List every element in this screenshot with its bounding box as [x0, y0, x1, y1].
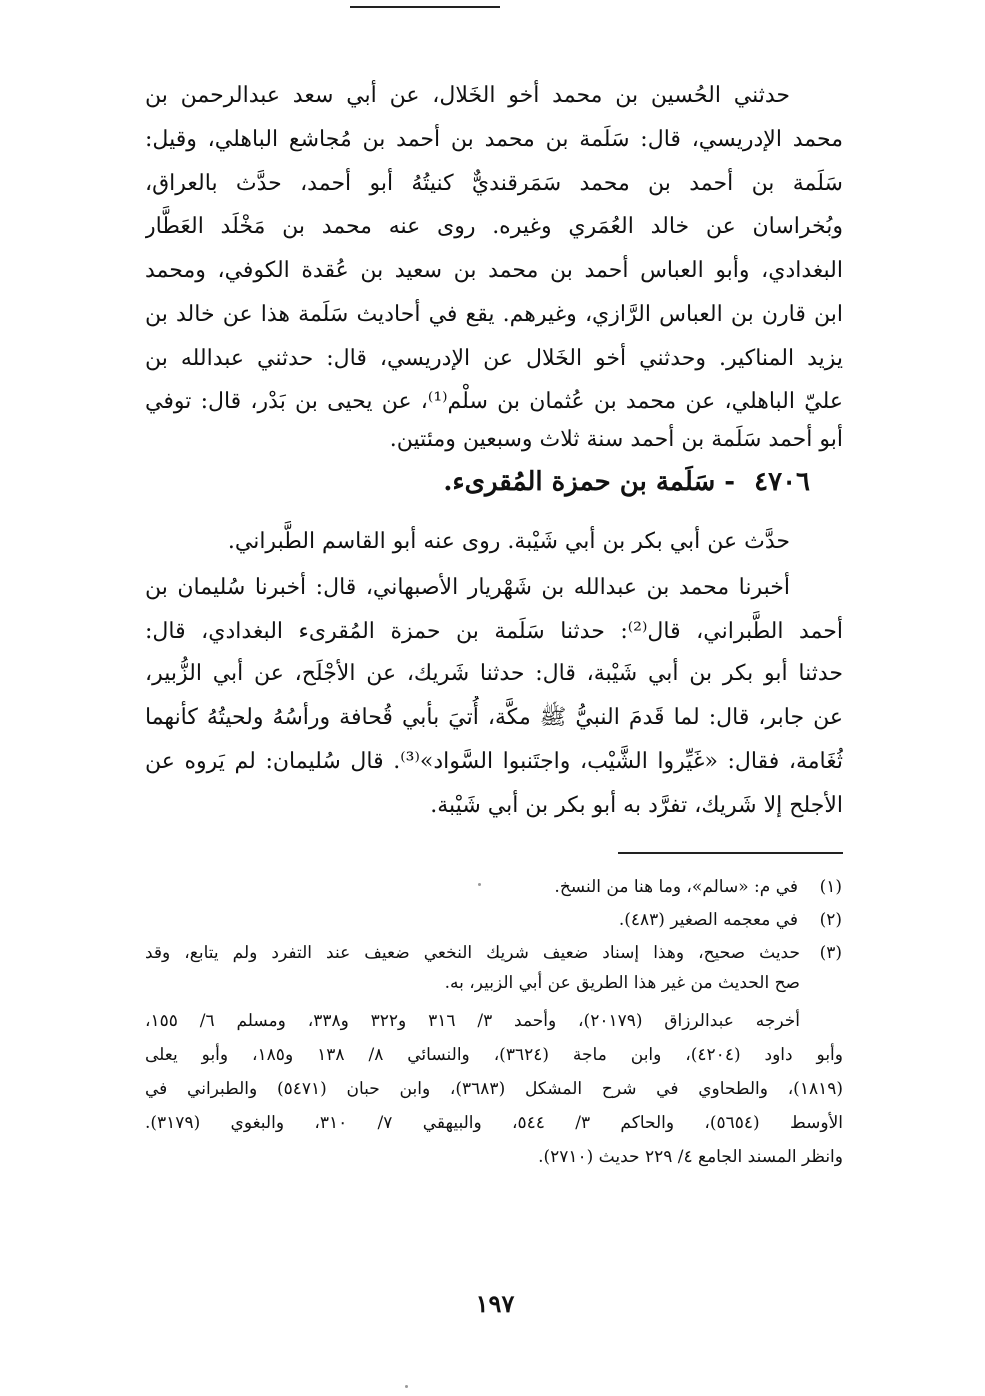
text-line: الأجلح إلا شَريك، تفرَّد به أبو بكر بن أبي شَيْبة.	[430, 793, 843, 818]
text-line: حدَّث عن أبي بكر بن أبي شَيْبة. روى عنه أبو القاسم الطَّبراني.	[227, 529, 790, 554]
footnote-2	[282, 905, 842, 935]
text-line: ثُغَامة، فقال: «غَيِّروا الشَّيْب، واجتَنبوا السَّواد»⁽³⁾. قال سُليمان: لم يَروه عن	[145, 749, 843, 774]
text-line: البغدادي، وأبو العباس أحمد بن محمد بن سعيد بن عُقدة الكوفي، ومحمد	[145, 258, 843, 283]
text-line: عليّ الباهلي، عن محمد بن عُثمان بن سلْم⁽¹⁾، عن يحيى بن بَدْر، قال: توفي	[145, 389, 843, 414]
footnote-3-source-line: وانظر المسند الجامع ٤/ ٢٢٩ حديث (٢٧١٠).	[538, 1147, 843, 1167]
text-line: ابن قارن بن العباس الرَّازي، وغيرهم. يقع في أحاديث سَلَمة هذا عن خالد بن	[145, 302, 843, 327]
footnote-3-source-line: (١٨١٩)، والطحاوي في شرح المشكل (٣٦٨٣)، وابن حبان (٥٤٧١) والطبراني في	[145, 1079, 843, 1099]
entry-heading	[443, 458, 810, 506]
footnote-1	[282, 872, 842, 902]
footnote-text: في معجمه الصغير (٤٨٣).	[618, 910, 798, 930]
text-line: حدثني الحُسين بن محمد أخو الخَلال، عن أبي سعد عبدالرحمن بن	[145, 83, 790, 108]
scan-speck	[405, 1385, 408, 1388]
footnote-3-source-line: الأوسط (٥٦٥٤)، والحاكم ٣/ ٥٤٤، والبيهقي ٧/ ٣١٠، والبغوي (٣١٧٩).	[145, 1113, 843, 1133]
entry-number: ٤٧٠٦	[754, 467, 810, 497]
text-line: يزيد المناكير. وحدثني أخو الخَلال عن الإدريسي، قال: حدثني عبدالله بن	[145, 346, 843, 371]
footnote-mark: (٣)	[819, 943, 842, 963]
text-line: وبُخراسان عن خالد العُمَري وغيره. روى عنه محمد بن مَخْلَد العَطَّار	[145, 214, 843, 239]
footnote-3-line: حديث صحيح، وهذا إسناد ضعيف شريك النخعي ضعيف عند التفرد ولم يتابع، وقد	[145, 943, 800, 963]
text-line: أخبرنا محمد بن عبدالله بن شَهْريار الأصبهاني، قال: أخبرنا سُليمان بن	[145, 575, 790, 600]
text-line: أحمد الطَّبراني، قال⁽²⁾: حدثنا سَلَمة بن حمزة المُقرىء البغدادي، قال:	[145, 619, 843, 644]
footnote-3-source-line: أخرجه عبدالرزاق (٢٠١٧٩)، وأحمد ٣/ ٣١٦ و٣٢٢ و٣٣٨، ومسلم ٦/ ١٥٥،	[145, 1011, 800, 1031]
footnote-3-source-line: وأبو داود (٤٢٠٤)، وابن ماجة (٣٦٢٤)، والنسائي ٨/ ١٣٨ و١٨٥، وأبو يعلى	[145, 1045, 843, 1065]
footnote-3-line: صح الحديث من غير هذا الطريق عن أبي الزبير، به.	[444, 973, 800, 993]
top-rule	[350, 6, 500, 8]
text-line: سَلَمة بن أحمد بن محمد سَمَرقنديٌّ كنيتُهُ أبو أحمد، حدَّث بالعراق،	[145, 171, 843, 196]
footnote-mark: (٢)	[819, 910, 842, 930]
footnote-rule	[618, 852, 843, 854]
scan-speck	[478, 883, 481, 886]
text-line: عن جابر، قال: لما قَدمَ النبيُّ ﷺ مكَّة، أُتيَ بأبي قُحافة ورأسُهُ ولحيتُهُ كأنهما	[145, 705, 843, 730]
text-line: حدثنا أبو بكر بن أبي شَيْبة، قال: حدثنا شَريك، عن الأجْلَح، عن أبي الزُّبير،	[145, 661, 843, 686]
footnote-text: في م: «سالم»، وما هنا من النسخ.	[554, 877, 798, 897]
page-number: ١٩٧	[475, 1289, 515, 1318]
text-line: أبو أحمد سَلَمة بن أحمد سنة ثلاث وسبعين ومئتين.	[389, 427, 843, 452]
text-line: محمد الإدريسي، قال: سَلَمة بن محمد بن أحمد بن مُجاشع الباهلي، وقيل:	[145, 127, 843, 152]
footnote-mark: (١)	[819, 877, 842, 897]
entry-title: - سَلَمة بن حمزة المُقرىء.	[443, 467, 736, 497]
